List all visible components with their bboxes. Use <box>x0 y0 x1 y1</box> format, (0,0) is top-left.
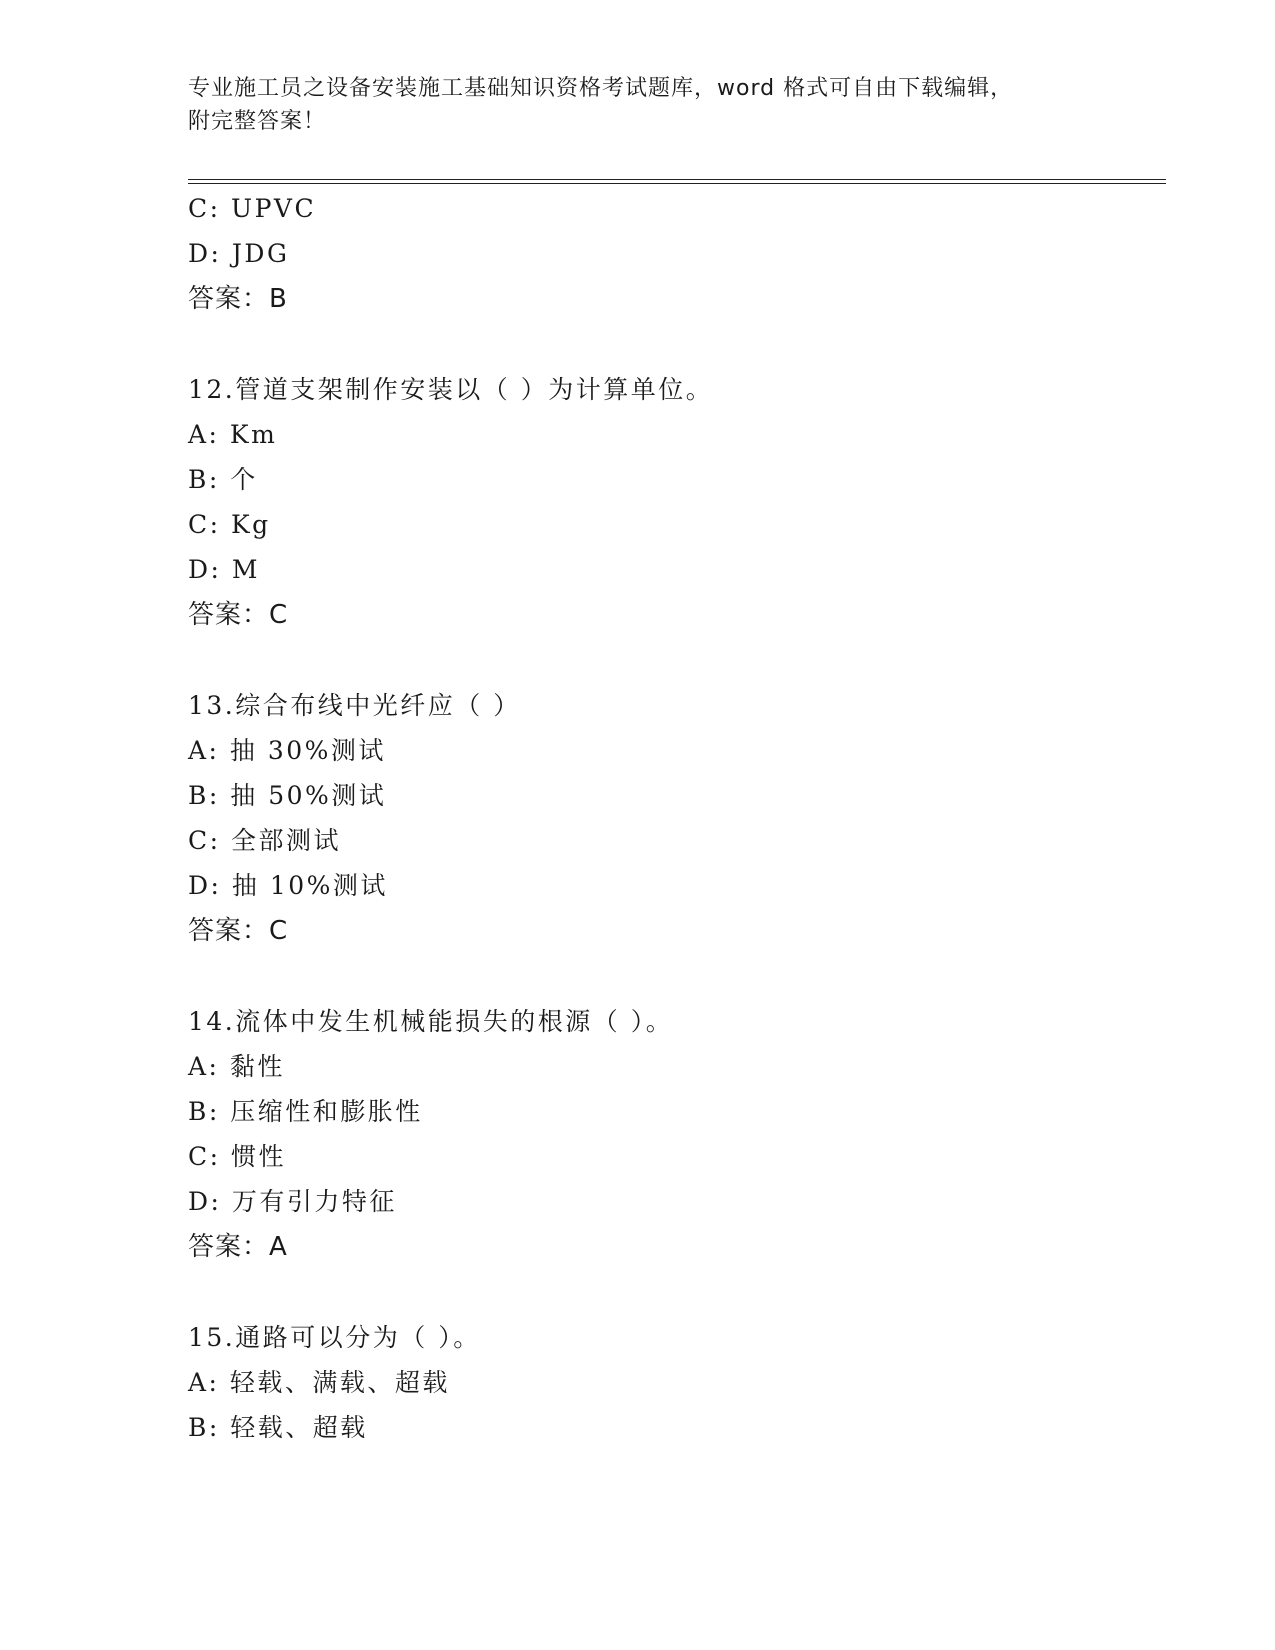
option-line: A: 抽 30%测试 <box>188 736 386 765</box>
document-header <box>188 72 1088 138</box>
option-line: D: M <box>188 555 261 584</box>
answer-line: 答案：B <box>188 284 288 314</box>
question-line: 12.管道支架制作安装以（ ）为计算单位。 <box>188 375 714 404</box>
option-line: C: Kg <box>188 510 271 539</box>
answer-line: 答案：C <box>188 916 289 946</box>
header-line-2: 附完整答案！ <box>188 109 327 134</box>
option-line: D: JDG <box>188 239 290 268</box>
option-line: B: 轻载、超载 <box>188 1413 368 1442</box>
question-line: 15.通路可以分为（ ）。 <box>188 1323 481 1352</box>
question-line: 14.流体中发生机械能损失的根源（ ）。 <box>188 1007 674 1036</box>
option-line: B: 抽 50%测试 <box>188 781 387 810</box>
answer-line: 答案：C <box>188 600 289 630</box>
option-line: A: Km <box>188 420 278 449</box>
header-line-1: 专业施工员之设备安装施工基础知识资格考试题库，word 格式可自由下载编辑， <box>188 76 1014 101</box>
option-line: D: 万有引力特征 <box>188 1187 397 1216</box>
option-line: C: UPVC <box>188 194 317 223</box>
option-line: B: 个 <box>188 465 258 494</box>
header-divider-top <box>188 179 1166 180</box>
option-line: B: 压缩性和膨胀性 <box>188 1097 423 1126</box>
option-line: D: 抽 10%测试 <box>188 871 388 900</box>
option-line: A: 黏性 <box>188 1052 285 1081</box>
option-line: A: 轻载、满载、超载 <box>188 1368 450 1397</box>
question-line: 13.综合布线中光纤应（ ） <box>188 691 521 720</box>
option-line: C: 全部测试 <box>188 826 341 855</box>
answer-line: 答案：A <box>188 1232 288 1262</box>
option-line: C: 惯性 <box>188 1142 286 1171</box>
header-divider-bottom <box>188 183 1166 184</box>
